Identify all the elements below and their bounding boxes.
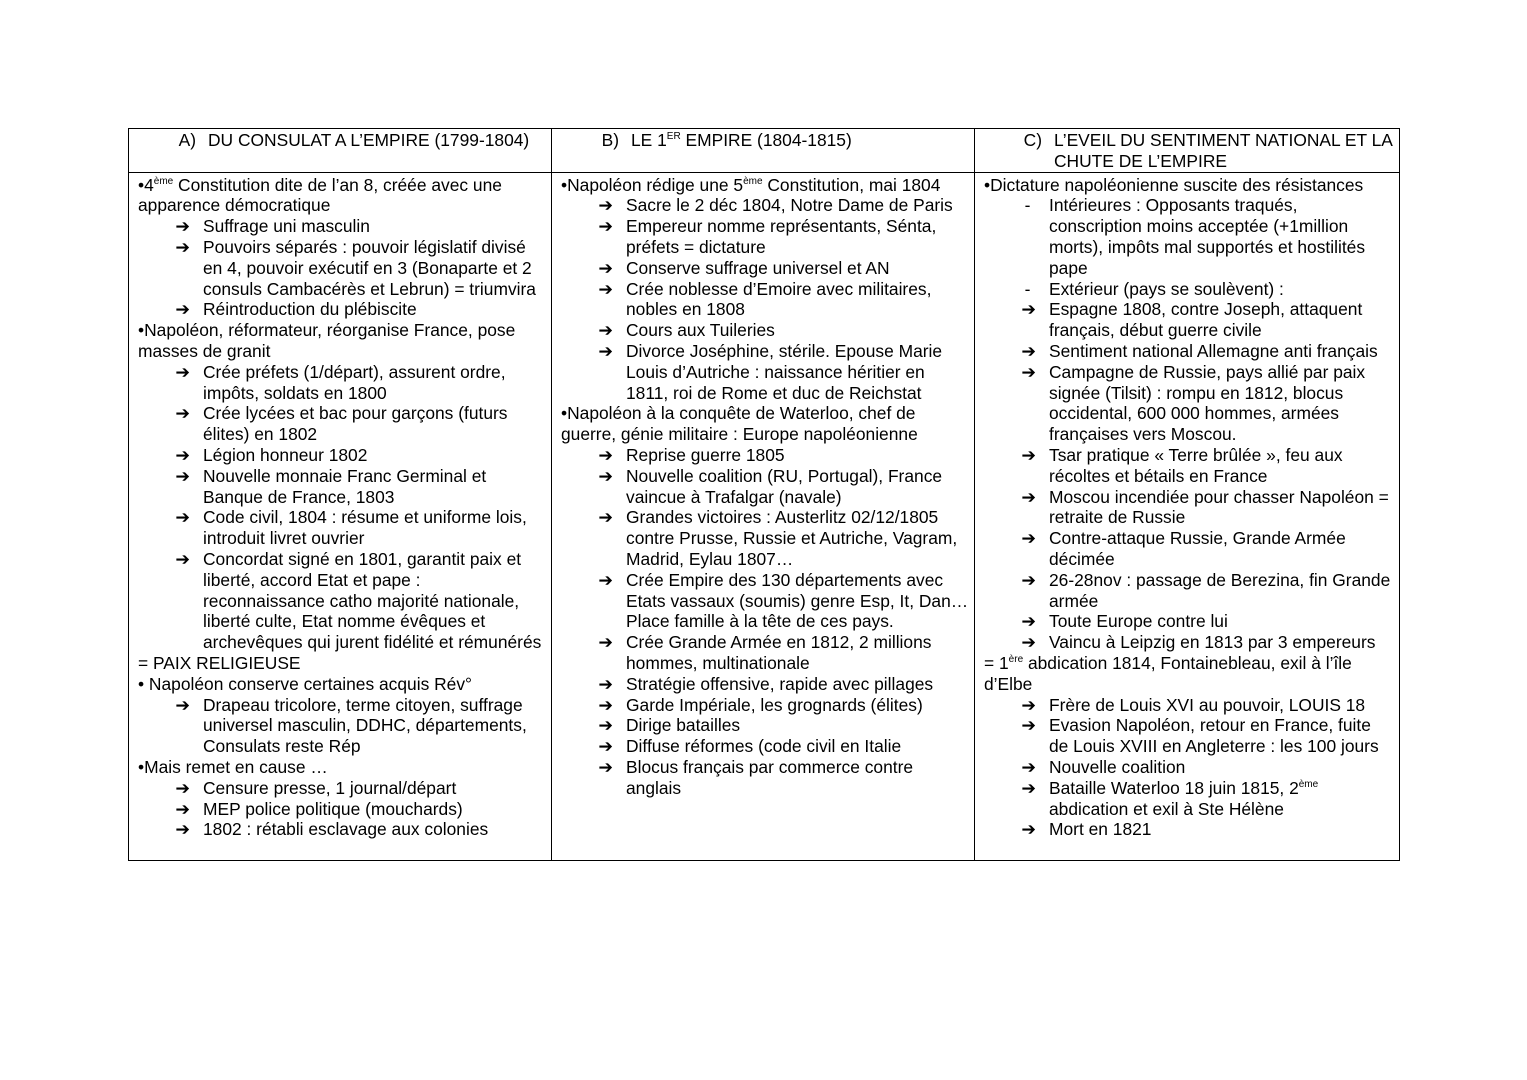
arrow-item [984, 299, 1395, 341]
paragraph: •Mais remet en cause … [138, 756, 328, 777]
arrow-item [561, 341, 970, 403]
arrow-right-icon: ➔ [1021, 528, 1036, 549]
item-text: Bataille Waterloo 18 juin 1815, 2ème abdication et exil à Ste Hélène [1049, 777, 1324, 819]
superscript: ème [153, 175, 174, 187]
arrow-right-icon: ➔ [598, 632, 613, 653]
item-text: Contre-attaque Russie, Grande Armée décimée [1049, 528, 1351, 569]
arrow-right-icon: ➔ [175, 819, 190, 840]
item-text: Espagne 1808, contre Joseph, attaquent français, début guerre civile [1049, 299, 1368, 341]
arrow-right-icon: ➔ [1021, 444, 1036, 465]
content-cell-b [552, 172, 975, 861]
dash-item [984, 279, 1395, 300]
arrow-item [138, 799, 547, 820]
header-cell-b [552, 129, 975, 173]
arrow-item [561, 611, 970, 632]
arrow-item [984, 487, 1395, 529]
arrow-item [138, 778, 547, 799]
content-row [129, 172, 1400, 861]
dash-icon: - [1024, 195, 1031, 216]
item-text: Campagne de Russie, pays allié par paix signée (Tilsit) : rompu en 1812, blocus occidental, 600 000 hommes, armées françaises vers Moscou. [1049, 361, 1370, 445]
paragraph: •Napoléon rédige une 5ème Constitution, mai 1804 [561, 174, 941, 195]
item-text: Crée préfets (1/départ), assurent ordre, impôts, soldats en 1800 [203, 361, 511, 403]
summary-table [128, 128, 1400, 861]
arrow-item [984, 570, 1395, 612]
item-text: Evasion Napoléon, retour en France, fuite de Louis XVIII en Angleterre : les 100 jours [1049, 715, 1379, 757]
arrow-right-icon: ➔ [598, 465, 613, 486]
item-text: Vaincu à Leipzig en 1813 par 3 empereurs [1049, 632, 1376, 653]
arrow-item [138, 466, 547, 508]
arrow-right-icon: ➔ [175, 548, 190, 569]
arrow-item [561, 715, 970, 736]
arrow-right-icon: ➔ [175, 798, 190, 819]
arrow-item [984, 362, 1395, 445]
arrow-right-icon: ➔ [175, 777, 190, 798]
item-text: Crée noblesse d’Emoire avec militaires, nobles en 1808 [626, 278, 937, 320]
arrow-item [984, 695, 1395, 716]
item-text: Drapeau tricolore, terme citoyen, suffrage universel masculin, DDHC, départements, Consulats reste Rép [203, 694, 532, 757]
arrow-right-icon: ➔ [1021, 299, 1036, 320]
arrow-right-icon: ➔ [598, 736, 613, 757]
arrow-right-icon: ➔ [1021, 340, 1036, 361]
section-title: L’EVEIL DU SENTIMENT NATIONAL ET LA CHUTE DE L’EMPIRE [1054, 130, 1392, 171]
item-text: Nouvelle coalition (RU, Portugal), France vaincue à Trafalgar (navale) [626, 465, 947, 507]
item-text: Sacre le 2 déc 1804, Notre Dame de Paris [626, 195, 953, 216]
arrow-right-icon: ➔ [598, 673, 613, 694]
paragraph: • Napoléon conserve certaines acquis Rév° [138, 673, 472, 694]
section-title: LE 1ER EMPIRE (1804-1815) [631, 130, 852, 150]
item-text: Censure presse, 1 journal/départ [203, 777, 457, 798]
arrow-item [984, 778, 1395, 820]
item-text: 26-28nov : passage de Berezina, fin Grande armée [1049, 569, 1396, 611]
arrow-right-icon: ➔ [175, 236, 190, 257]
dash-item [984, 195, 1395, 278]
item-text: Nouvelle coalition [1049, 756, 1186, 777]
item-text: Crée Empire des 130 départements avec Etats vassaux (soumis) genre Esp, It, Dan… [626, 569, 969, 611]
arrow-right-icon: ➔ [1021, 715, 1036, 736]
header-row [129, 129, 1400, 173]
arrow-right-icon: ➔ [598, 216, 613, 237]
arrow-right-icon: ➔ [175, 299, 190, 320]
item-text: Place famille à la tête de ces pays. [626, 611, 894, 632]
arrow-item [984, 632, 1395, 653]
arrow-item [561, 507, 970, 569]
arrow-right-icon: ➔ [1021, 611, 1036, 632]
arrow-right-icon: ➔ [175, 507, 190, 528]
arrow-item [984, 611, 1395, 632]
item-text: Cours aux Tuileries [626, 320, 775, 341]
item-text: Dirige batailles [626, 715, 741, 736]
item-text: Légion honneur 1802 [203, 444, 368, 465]
superscript: ère [1008, 653, 1024, 665]
item-text: Tsar pratique « Terre brûlée », feu aux récoltes et bétails en France [1049, 444, 1348, 486]
arrow-item [138, 362, 547, 404]
arrow-item [138, 549, 547, 653]
arrow-item [561, 445, 970, 466]
section-letter: A) [178, 130, 196, 150]
arrow-right-icon: ➔ [175, 216, 190, 237]
paragraph: •Napoléon à la conquête de Waterloo, chef de guerre, génie militaire : Europe napoléonienne [561, 403, 921, 445]
item-text: Extérieur (pays se soulèvent) : [1049, 278, 1284, 299]
section-title: DU CONSULAT A L’EMPIRE (1799-1804) [208, 130, 530, 150]
item-text: Stratégie offensive, rapide avec pillages [626, 673, 934, 694]
arrow-right-icon: ➔ [1021, 569, 1036, 590]
item-text: Empereur nomme représentants, Sénta, préfets = dictature [626, 216, 942, 257]
arrow-item [561, 632, 970, 674]
arrow-item [561, 466, 970, 508]
paragraph: •Dictature napoléonienne suscite des résistances [984, 174, 1364, 195]
item-text: Divorce Joséphine, stérile. Epouse Marie Louis d’Autriche : naissance héritier en 1811, roi de Rome et duc de Reichstat [626, 340, 947, 403]
section-letter: B) [601, 130, 619, 150]
item-text: Mort en 1821 [1049, 819, 1152, 840]
item-text: Crée Grande Armée en 1812, 2 millions hommes, multinationale [626, 632, 937, 673]
item-text: Pouvoirs séparés : pouvoir législatif divisé en 4, pouvoir exécutif en 3 (Bonaparte et 2 consuls Cambacérès et Lebrun) = triumvira [203, 236, 537, 299]
dash-icon: - [1024, 278, 1031, 299]
arrow-item [138, 507, 547, 549]
arrow-right-icon: ➔ [598, 715, 613, 736]
arrow-item [561, 279, 970, 321]
item-text: Crée lycées et bac pour garçons (futurs élites) en 1802 [203, 403, 513, 445]
item-text: Grandes victoires : Austerlitz 02/12/1805 contre Prusse, Russie et Autriche, Vagram, Madrid, Eylau 1807… [626, 507, 963, 569]
superscript: ème [743, 175, 763, 187]
arrow-item [561, 757, 970, 799]
arrow-right-icon: ➔ [175, 403, 190, 424]
item-text: 1802 : rétabli esclavage aux colonies [203, 819, 489, 840]
arrow-item [138, 216, 547, 237]
item-text: Moscou incendiée pour chasser Napoléon = retraite de Russie [1049, 486, 1394, 528]
arrow-right-icon: ➔ [1021, 777, 1036, 798]
arrow-item [138, 403, 547, 445]
content-cell-c [975, 172, 1400, 861]
item-text: Conserve suffrage universel et AN [626, 257, 890, 278]
arrow-item [138, 695, 547, 757]
arrow-right-icon: ➔ [1021, 819, 1036, 840]
arrow-item [984, 528, 1395, 570]
item-text: Reprise guerre 1805 [626, 444, 785, 465]
arrow-right-icon: ➔ [175, 465, 190, 486]
arrow-right-icon: ➔ [1021, 694, 1036, 715]
arrow-item [561, 736, 970, 757]
item-text: Frère de Louis XVI au pouvoir, LOUIS 18 [1049, 694, 1366, 715]
arrow-item [984, 715, 1395, 757]
arrow-right-icon: ➔ [1021, 486, 1036, 507]
item-text: Code civil, 1804 : résume et uniforme lois, introduit livret ouvrier [203, 507, 532, 549]
arrow-item [561, 320, 970, 341]
item-text: Sentiment national Allemagne anti français [1049, 340, 1378, 361]
paragraph: •Napoléon, réformateur, réorganise France, pose masses de granit [138, 320, 521, 361]
arrow-item [984, 445, 1395, 487]
arrow-right-icon: ➔ [1021, 361, 1036, 382]
arrow-item [561, 674, 970, 695]
arrow-right-icon: ➔ [598, 694, 613, 715]
header-cell-a [129, 129, 552, 173]
arrow-item [138, 299, 547, 320]
arrow-item [984, 341, 1395, 362]
arrow-right-icon: ➔ [598, 444, 613, 465]
arrow-right-icon: ➔ [598, 340, 613, 361]
header-cell-c [975, 129, 1400, 173]
item-text: Nouvelle monnaie Franc Germinal et Banque de France, 1803 [203, 465, 492, 507]
item-text: Suffrage uni masculin [203, 216, 370, 237]
arrow-right-icon: ➔ [598, 195, 613, 216]
item-text: Réintroduction du plébiscite [203, 299, 417, 320]
section-letter: C) [1023, 130, 1042, 150]
superscript: ème [1298, 778, 1319, 790]
paragraph: = PAIX RELIGIEUSE [138, 652, 301, 673]
arrow-item [561, 258, 970, 279]
arrow-item [561, 216, 970, 258]
item-text: Intérieures : Opposants traqués, conscription moins acceptée (+1million morts), impôts mal supportés et hostilités pape [1049, 195, 1370, 278]
arrow-item [138, 237, 547, 299]
arrow-right-icon: ➔ [598, 756, 613, 777]
paragraph: = 1ère abdication 1814, Fontainebleau, exil à l’île d’Elbe [984, 652, 1357, 694]
arrow-right-icon: ➔ [175, 444, 190, 465]
arrow-right-icon: ➔ [598, 278, 613, 299]
arrow-right-icon: ➔ [175, 361, 190, 382]
arrow-item [561, 570, 970, 612]
item-text: Blocus français par commerce contre anglais [626, 756, 918, 798]
arrow-item [561, 695, 970, 716]
arrow-right-icon: ➔ [598, 320, 613, 341]
arrow-item [138, 445, 547, 466]
paragraph: •4ème Constitution dite de l’an 8, créée avec une apparence démocratique [138, 174, 507, 216]
superscript: ER [666, 131, 681, 142]
item-text: Garde Impériale, les grognards (élites) [626, 694, 923, 715]
arrow-right-icon: ➔ [1021, 756, 1036, 777]
arrow-item [561, 195, 970, 216]
arrow-item [138, 819, 547, 840]
arrow-right-icon: ➔ [598, 507, 613, 528]
arrow-right-icon: ➔ [598, 257, 613, 278]
content-cell-a [129, 172, 552, 861]
arrow-right-icon: ➔ [598, 569, 613, 590]
item-text: Diffuse réformes (code civil en Italie [626, 736, 902, 757]
arrow-right-icon: ➔ [1021, 632, 1036, 653]
arrow-right-icon: ➔ [175, 694, 190, 715]
item-text: Concordat signé en 1801, garantit paix et liberté, accord Etat et pape : reconnaissance catho majorité nationale, liberté culte, Etat nomme évêques et archevêques qui jurent fidélité et rémunérés [203, 548, 542, 653]
arrow-item [984, 819, 1395, 840]
arrow-item [984, 757, 1395, 778]
item-text: MEP police politique (mouchards) [203, 798, 463, 819]
item-text: Toute Europe contre lui [1049, 611, 1228, 632]
